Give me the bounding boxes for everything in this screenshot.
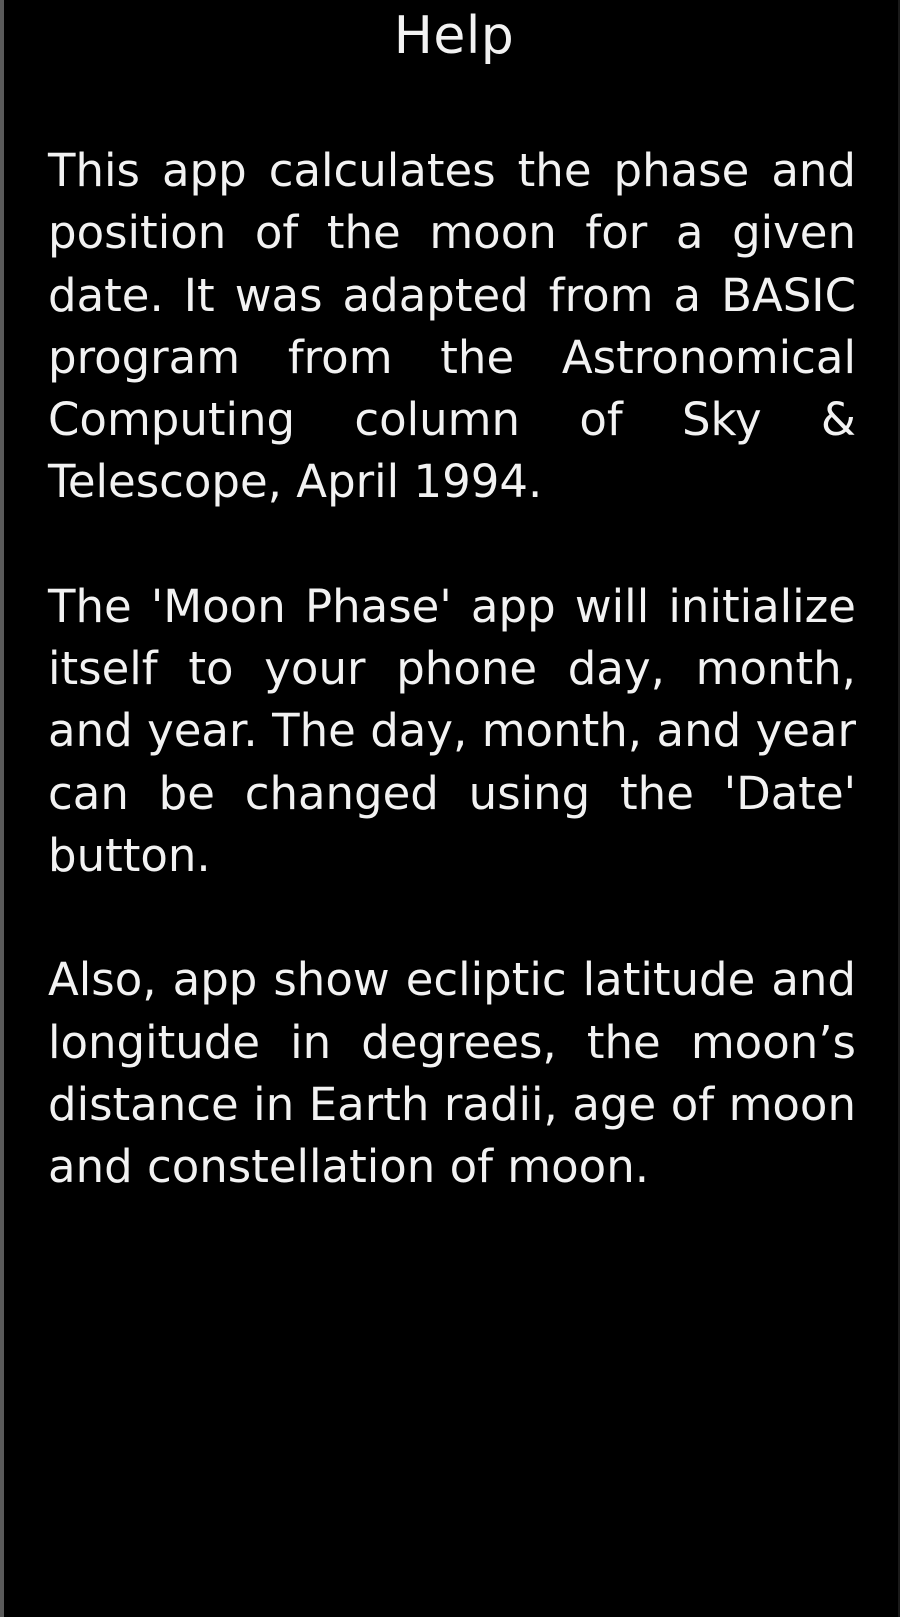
help-paragraph-details: Also, app show ecliptic latitude and longitude in degrees, the moon’s distance in Earth radii, age of moon and constellation of moon. [48,953,856,1194]
page-title: Help [393,6,515,66]
help-paragraph-intro: This app calculates the phase and position of the moon for a given date. It was adapted from a BASIC program from the Astronomical Computing column of Sky & Telescope, April 1994. [48,144,856,509]
left-edge-divider [0,0,4,1617]
help-text-body [48,140,856,1260]
help-paragraph-date: The 'Moon Phase' app will initialize itself to your phone day, month, and year. The day, month, and year can be changed using the 'Date' button. [48,579,856,882]
